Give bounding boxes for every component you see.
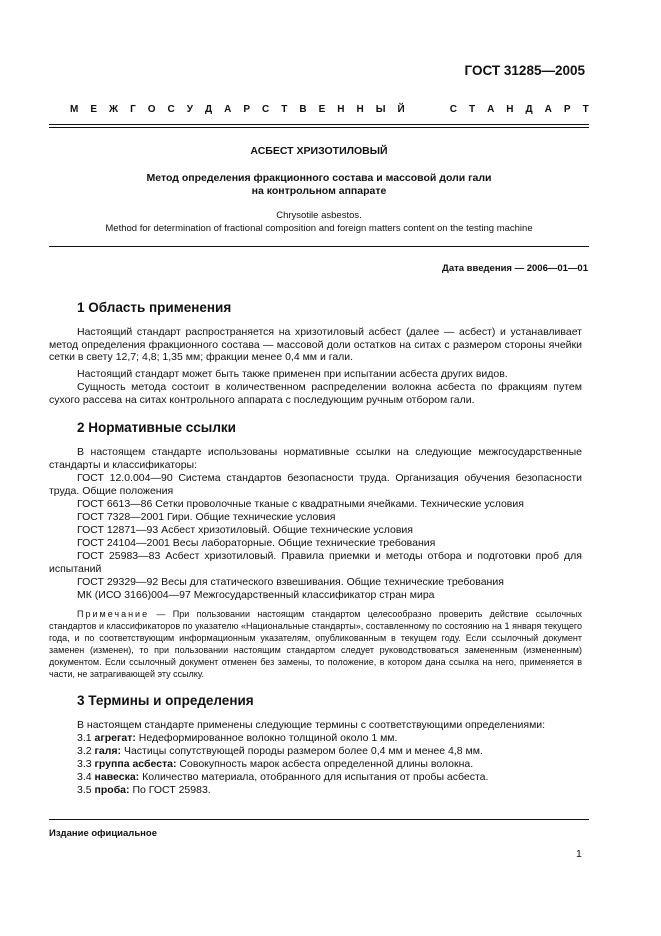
paragraph: Настоящий стандарт распространяется на хризотиловый асбест (далее — асбест) и устанавливает метод определения фракционного состава — массовой доли остатков на ситах с размером стороны ячейки сетки в свету 12,7; 4,8; 1,35 мм; фракции менее 0,4 мм и гали.	[49, 326, 582, 364]
reference-item: ГОСТ 25983—83 Асбест хризотиловый. Правила приемки и методы отбора и подготовки проб для испытаний	[49, 550, 582, 575]
reference-item: ГОСТ 12.0.004—90 Система стандартов безопасности труда. Организация обучения безопасности труда. Общие положения	[49, 472, 582, 497]
banner-letter: Т	[281, 104, 288, 115]
term-number: 3.3	[77, 758, 92, 770]
term-name: группа асбеста:	[94, 758, 177, 770]
term-name: галя:	[94, 745, 122, 757]
banner-letter: Е	[318, 104, 326, 115]
banner-gap	[417, 104, 438, 115]
term-definition: Совокупность марок асбеста определенной длины волокна.	[176, 758, 474, 770]
banner-letter: Ж	[109, 104, 119, 115]
banner-letter: М	[70, 104, 79, 115]
standard-type-banner	[70, 104, 589, 115]
term-item	[77, 784, 211, 797]
banner-letter: О	[147, 104, 156, 115]
term-number: 3.2	[77, 745, 92, 757]
banner-letter: С	[167, 104, 175, 115]
term-definition: Недеформированное волокно толщиной около 1 мм.	[135, 732, 398, 744]
paragraph: Сущность метода состоит в количественном распределении волокна асбеста по фракциям путем сухого рассева на ситах контрольного аппарата с последующим ручным отбором гали.	[49, 381, 582, 406]
term-name: агрегат:	[94, 732, 136, 744]
introduction-date: Дата введения — 2006—01—01	[442, 263, 588, 274]
term-definition: Количество материала, отобранного для испытания от пробы асбеста.	[139, 771, 489, 783]
english-title-line: Chrysotile asbestos.	[276, 210, 362, 221]
reference-item: ГОСТ 7328—2001 Гири. Общие технические условия	[77, 511, 336, 523]
reference-item: ГОСТ 6613—86 Сетки проволочные тканые с квадратными ячейками. Технические условия	[77, 498, 524, 510]
note	[49, 608, 582, 680]
document-subtitle	[49, 172, 589, 198]
page-number: 1	[576, 848, 582, 860]
header-rule-thick	[49, 124, 589, 125]
subtitle-line: Метод определения фракционного состава и массовой доли гали	[146, 172, 492, 184]
document-title: АСБЕСТ ХРИЗОТИЛОВЫЙ	[250, 145, 388, 157]
banner-letter: С	[262, 104, 270, 115]
term-number: 3.5	[77, 784, 92, 796]
paragraph: В настоящем стандарте применены следующие термины с соответствующими определениями:	[77, 719, 546, 731]
term-item	[77, 758, 473, 771]
banner-letter: Р	[563, 104, 571, 115]
header-rule-thin	[49, 127, 589, 128]
banner-letter: Р	[243, 104, 251, 115]
english-title	[49, 209, 589, 235]
paragraph: В настоящем стандарте использованы нормативные ссылки на следующие межгосударственные стандарты и классификаторы:	[49, 446, 582, 471]
subtitle-line: на контрольном аппарате	[251, 185, 387, 197]
banner-letter: Н	[337, 104, 345, 115]
term-definition: Частицы сопутствующей породы размером более 0,4 мм и менее 4,8 мм.	[121, 745, 483, 757]
reference-item: ГОСТ 24104—2001 Весы лабораторные. Общие технические требования	[77, 537, 436, 549]
document-code: ГОСТ 31285—2005	[464, 63, 585, 78]
banner-letter: Д	[204, 104, 213, 115]
banner-letter: Н	[506, 104, 514, 115]
banner-letter: Т	[582, 104, 589, 115]
reference-item: МК (ИСО 3166)004—97 Межгосударственный классификатор стран мира	[77, 589, 435, 601]
section-heading-terms: 3 Термины и определения	[77, 693, 254, 708]
term-name: проба:	[94, 784, 130, 796]
section-heading-scope: 1 Область применения	[77, 300, 232, 315]
title-rule	[49, 246, 589, 247]
banner-letter: Е	[90, 104, 98, 115]
banner-letter: Ы	[375, 104, 386, 115]
reference-item: ГОСТ 12871—93 Асбест хризотиловый. Общие технические условия	[77, 524, 413, 536]
banner-letter: Т	[468, 104, 476, 115]
section-heading-references: 2 Нормативные ссылки	[77, 420, 236, 435]
term-number: 3.4	[77, 771, 92, 783]
term-name: навеска:	[94, 771, 140, 783]
banner-letter: А	[487, 104, 495, 115]
term-item	[77, 732, 397, 745]
term-item	[77, 771, 488, 784]
banner-letter: Г	[130, 104, 136, 115]
banner-letter: А	[544, 104, 552, 115]
banner-letter: Й	[397, 104, 405, 115]
term-definition: По ГОСТ 25983.	[129, 784, 211, 796]
banner-letter: С	[449, 104, 457, 115]
note-label: Примечание	[77, 609, 150, 619]
paragraph: Настоящий стандарт может быть также применен при испытании асбеста других видов.	[77, 368, 508, 380]
note-text: — При пользовании настоящим стандартом целесообразно проверить действие ссылочных стандартов и классификаторов по указателю «Национальные стандарты», составленному по состоянию на 1 января текущего года, и по соответствующим информационным указателям, опубликованным в текущем году. Если ссылочный документ заменен (изменен), то при пользовании настоящим стандартом следует руководствоваться замененным (измененным) документом. Если ссылочный документ отменен без замены, то положение, в котором дана ссылка на него, применяется в части, не затрагивающей эту ссылку.	[49, 609, 582, 679]
banner-letter: А	[224, 104, 232, 115]
banner-letter: У	[186, 104, 193, 115]
banner-letter: В	[299, 104, 307, 115]
edition-label: Издание официальное	[49, 828, 157, 839]
banner-letter: Д	[525, 104, 533, 115]
banner-letter: Н	[356, 104, 364, 115]
reference-item: ГОСТ 29329—92 Весы для статического взвешивания. Общие технические требования	[77, 576, 504, 588]
english-title-line: Method for determination of fractional composition and foreign matters content on the testing machine	[105, 223, 533, 234]
term-item	[77, 745, 483, 758]
term-number: 3.1	[77, 732, 92, 744]
footer-rule	[49, 819, 589, 820]
